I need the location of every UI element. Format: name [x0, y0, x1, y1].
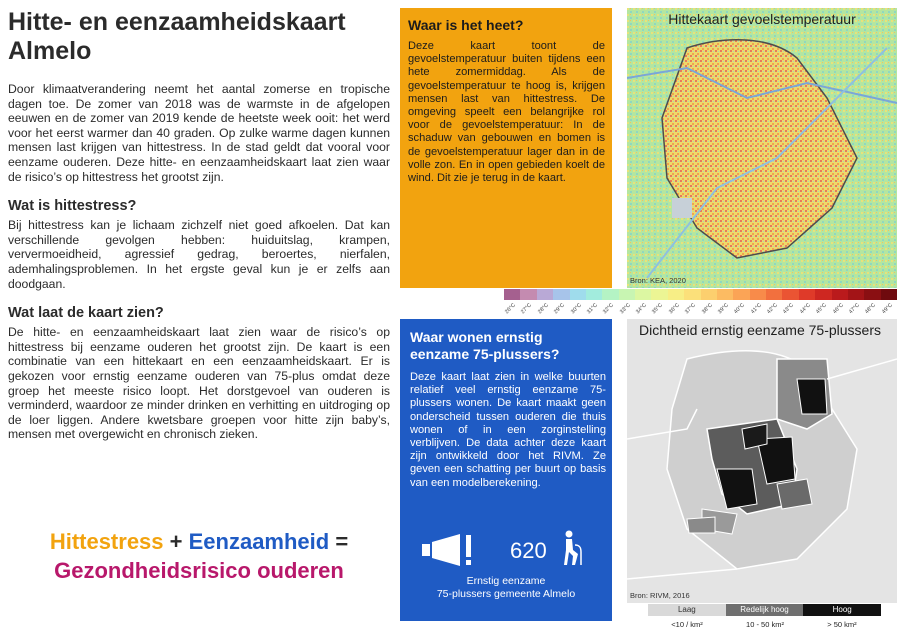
heat-scale-label: 35°C	[651, 302, 665, 316]
heat-scale-label: 44°C	[798, 302, 812, 316]
heat-scale-swatch	[520, 289, 536, 300]
elderly-person-icon	[558, 530, 584, 566]
heat-map-source: Bron: KEA, 2020	[630, 276, 686, 285]
legend-low: Laag	[648, 604, 726, 616]
lonely-box-text: Deze kaart laat zien in welke buurten relatief veel ernstig eenzame 75-plussers wonen. De kaart maakt geen onderscheid tussen ouderen die thuis wonen of in een zorginstelling verblijven. De data achter deze kaart zijn ontwikkeld door het RIVM. Ze geven een schatting per buurt op basis van een modelberekening.	[410, 371, 606, 489]
hittestress-paragraph: Bij hittestress kan je lichaam zichzelf niet goed afkoelen. Dat kan verschillende gevolgen hebben: huiduitslag, krampen, ververmoeidheid, agressief gedrag, beroertes, nierfalen, ademhalingsproblemen. In het ergste geval kun je er zelfs aan doodgaan.	[8, 218, 390, 291]
heat-scale-label: 49°C	[880, 302, 894, 316]
formula-plus: +	[163, 529, 189, 554]
heat-scale-label: 27°C	[520, 302, 534, 316]
heat-scale-swatch	[750, 289, 766, 300]
heat-scale-swatch	[537, 289, 553, 300]
heat-scale-label: 48°C	[864, 302, 878, 316]
formula-hittestress: Hittestress	[49, 529, 164, 554]
heat-scale-swatch	[602, 289, 618, 300]
lonely-legend	[648, 604, 881, 616]
lonely-map-title: Dichtheid ernstig eenzame 75-plussers	[638, 322, 881, 338]
heat-scale-label: 40°C	[733, 302, 747, 316]
megaphone-icon	[420, 532, 478, 568]
formula-equals: =	[329, 529, 349, 554]
heat-scale-swatch	[635, 289, 651, 300]
heat-scale-label: 38°C	[700, 302, 714, 316]
heading-hittestress: Wat is hittestress?	[8, 198, 137, 215]
heat-scale-swatch	[553, 289, 569, 300]
heat-scale-labels	[504, 301, 897, 315]
heat-scale-swatch	[864, 289, 880, 300]
heat-scale-label: 46°C	[831, 302, 845, 316]
lonely-count: 620	[510, 538, 547, 563]
heat-map-title: Hittekaart gevoelstemperatuur	[668, 11, 856, 27]
heat-scale-label: 39°C	[716, 302, 730, 316]
heat-map-image	[627, 8, 897, 288]
heat-scale-swatch	[701, 289, 717, 300]
heat-scale-label: 37°C	[684, 302, 698, 316]
lonely-map-source: Bron: RIVM, 2016	[630, 591, 690, 600]
heat-box-title: Waar is het heet?	[408, 17, 524, 33]
heat-scale-label: 42°C	[766, 302, 779, 316]
heat-scale-swatch	[570, 289, 586, 300]
heat-scale-label: 36°C	[667, 302, 681, 316]
page-title-line1: Hitte- en eenzaamheidskaart	[8, 8, 346, 36]
heat-scale-label: 41°C	[749, 302, 763, 316]
heat-scale-label: 47°C	[847, 302, 861, 316]
formula-result: Gezondheidsrisico ouderen	[54, 558, 344, 583]
legend-low-range: <10 / km²	[671, 620, 703, 629]
heat-scale-label: 33°C	[618, 302, 632, 316]
heat-scale-swatch	[717, 289, 733, 300]
heat-scale-label: 45°C	[815, 302, 829, 316]
lonely-count-label	[400, 575, 612, 601]
lonely-count-label-line2: 75-plussers gemeente Almelo	[436, 588, 576, 600]
page-title	[8, 8, 390, 66]
lonely-map	[627, 319, 897, 603]
lonely-map-image	[627, 319, 897, 603]
heat-scale-label: 31°C	[585, 302, 599, 316]
legend-high-range: > 50 km²	[827, 620, 857, 629]
heat-scale-label: 30°C	[569, 302, 583, 316]
formula	[8, 527, 390, 585]
heat-map	[627, 8, 897, 288]
lonely-info-box	[400, 319, 612, 621]
heat-scale-label: 43°C	[782, 302, 796, 316]
heat-scale-swatch	[766, 289, 782, 300]
intro-paragraph: Door klimaatverandering neemt het aantal zomerse en tropische dagen toe. De zomer van 2018 was de warmste in de afgelopen eeuwen en de zomer van 2019 kende de heetste week ooit: het werd voor het eerst warmer dan 40 graden. Op zulke warme dagen kunnen mensen last krijgen van hittestress. In de stad geldt dat vooral voor eenzame ouderen. Deze hitte- en eenzaamheidskaart laat zien waar de risico’s op hittestress het grootst zijn.	[8, 82, 390, 184]
heat-scale-swatch	[881, 289, 897, 300]
heat-scale-label: 32°C	[602, 302, 616, 316]
heat-scale-label: 29°C	[553, 302, 567, 316]
heat-scale-swatch	[684, 289, 700, 300]
heat-scale-swatch	[799, 289, 815, 300]
heat-scale-swatch	[651, 289, 667, 300]
heat-scale-label: 28°C	[536, 302, 550, 316]
legend-medium-range: 10 - 50 km²	[746, 620, 784, 629]
heat-scale-swatch	[815, 289, 831, 300]
heat-scale-swatch	[668, 289, 684, 300]
formula-eenzaamheid: Eenzaamheid	[188, 529, 330, 554]
lonely-count-label-line1: Ernstig eenzame	[466, 575, 546, 587]
heat-scale-swatch	[504, 289, 520, 300]
heat-scale-swatch	[586, 289, 602, 300]
heat-box-text: Deze kaart toont de gevoelstemperatuur buiten tijdens een hete zomermiddag. Als de gevoelstemperatuur te hoog is, krijgen mensen last van hittestress. De omgeving speelt een belangrijke rol voor de gevoelstemperatuur: In de schaduw van gebouwen en bomen is de gevoelstemperatuur lager dan in de volle zon. En in open gebieden koelt de wind. Dit zie je terug in de kaart.	[408, 40, 605, 185]
legend-high: Hoog	[803, 604, 881, 616]
heat-info-box	[400, 8, 612, 288]
heat-scale-swatch	[733, 289, 749, 300]
heading-kaart: Wat laat de kaart zien?	[8, 305, 164, 322]
heat-scale-label: 26°C	[504, 302, 517, 316]
heat-scale-swatch	[619, 289, 635, 300]
kaart-paragraph: De hitte- en eenzaamheidskaart laat zien waar de risico’s op hittestress bij eenzame ouderen het grootst zijn. De kaart is een combinatie van een hittekaart en een eenzaamheidskaart. Er is gekozen voor ernstig eenzame ouderen van 75-plus omdat deze groep het meeste risico loopt. Het dorstgevoel van ouderen is verminderd, waardoor ze minder drinken en verhitting en uitdroging op de loer liggen. Andere kwetsbare groepen voor hitte zijn baby’s, mensen met overgewicht en chronisch zieken.	[8, 325, 390, 442]
legend-medium: Redelijk hoog	[726, 604, 804, 616]
heat-scale-swatch	[832, 289, 848, 300]
heat-scale-bar	[504, 289, 897, 300]
page-title-line2: Almelo	[8, 37, 92, 65]
lonely-box-title: Waar wonen ernstig eenzame 75-plussers?	[410, 329, 560, 362]
heat-scale-label: 34°C	[635, 302, 648, 316]
heat-scale-swatch	[848, 289, 864, 300]
article-column	[8, 8, 390, 442]
heat-scale-swatch	[782, 289, 798, 300]
